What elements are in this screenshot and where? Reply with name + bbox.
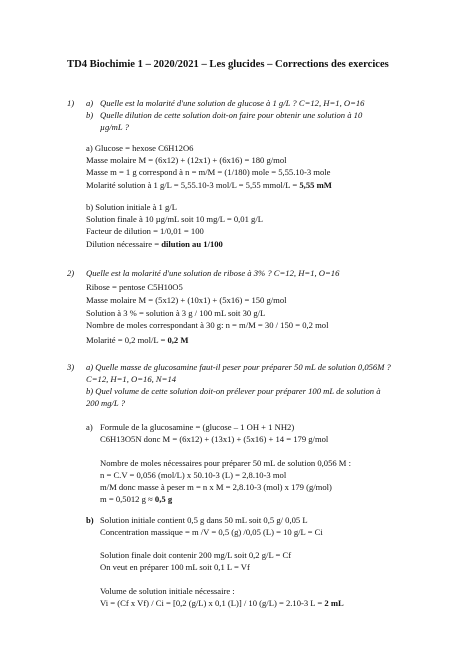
q3a-answer-line: Formule de la glucosamine = (glucose – 1 OH + 1 NH2) <box>100 422 295 432</box>
q3b-answer-line: On veut en préparer 100 mL soit 0,1 L = Vf <box>100 562 250 572</box>
q3b-answer-line: Volume de solution initiale nécessaire : <box>100 586 235 596</box>
q3a-answer-letter: a) <box>86 422 93 432</box>
q1a-answer-result: Molarité solution à 1 g/L = 5,55.10-3 mol/L = 5,55 mmol/L = 5,55 mM <box>86 180 332 190</box>
q3b-question-line1: b) Quel volume de cette solution doit-on prélever pour préparer 100 mL de solution à <box>86 386 381 396</box>
q2-number: 2) <box>67 268 75 278</box>
q3a-question-line1: a) Quelle masse de glucosamine faut-il peser pour préparer 50 mL de solution 0,056M ? <box>86 362 391 372</box>
q2-answer-line: Ribose = pentose C5H10O5 <box>86 282 183 292</box>
q3b-answer-line: Solution finale doit contenir 200 mg/L soit 0,2 g/L = Cf <box>100 550 292 560</box>
q1a-answer-line: Masse m = 1 g correspond à n = m/M = (1/180) mole = 5,55.10-3 mole <box>86 167 331 177</box>
q2-answer-line: Masse molaire M = (5x12) + (10x1) + (5x16) = 150 g/mol <box>86 295 287 305</box>
q1b-answer-line: Facteur de dilution = 1/0,01 = 100 <box>86 226 204 236</box>
q2-answer-result: Molarité = 0,2 mol/L = 0,2 M <box>86 335 189 345</box>
q3a-answer-line: m/M donc masse à peser m = n x M = 2,8.10-3 (mol) x 179 (g/mol) <box>100 482 332 492</box>
q1b-answer-result: Dilution nécessaire = dilution au 1/100 <box>86 239 223 249</box>
q1a-answer-line: Masse molaire M = (6x12) + (12x1) + (6x16) = 180 g/mol <box>86 155 287 165</box>
q1b-letter: b) <box>86 110 94 120</box>
q1b-answer-line: Solution finale à 10 µg/mL soit 10 mg/L = 0,01 g/L <box>86 214 263 224</box>
q1a-question: Quelle est la molarité d'une solution de glucose à 1 g/L ? C=12, H=1, O=16 <box>100 98 365 108</box>
q3b-answer-result: Vi = (Cf x Vf) / Ci = [0,2 (g/L) x 0,1 (L)] / 10 (g/L) = 2.10-3 L = 2 mL <box>100 598 344 608</box>
q3a-answer-result: m = 0,5012 g ≈ 0,5 g <box>100 494 173 504</box>
q1b-answer-line: b) Solution initiale à 1 g/L <box>86 202 177 212</box>
q1b-question-line2: µg/mL ? <box>100 122 129 132</box>
page-title: TD4 Biochimie 1 – 2020/2021 – Les glucides – Corrections des exercices <box>67 59 389 70</box>
q1b-question-line1: Quelle dilution de cette solution doit-on faire pour obtenir une solution à 10 <box>100 110 363 120</box>
q3b-answer-line: Concentration massique = m /V = 0,5 (g) /0,05 (L) = 10 g/L = Ci <box>100 527 323 537</box>
q3-number: 3) <box>67 362 75 372</box>
q3b-answer-line: Solution initiale contient 0,5 g dans 50 mL soit 0,5 g/ 0,05 L <box>100 515 308 525</box>
q2-answer-line: Nombre de moles correspondant à 30 g: n = m/M = 30 / 150 = 0,2 mol <box>86 320 329 330</box>
q2-question: Quelle est la molarité d'une solution de ribose à 3% ? C=12, H=1, O=16 <box>86 268 340 278</box>
q3a-answer-line: C6H13O5N donc M = (6x12) + (13x1) + (5x16) + 14 = 179 g/mol <box>100 434 329 444</box>
q3b-question-line2: 200 mg/L ? <box>86 398 125 408</box>
q1a-answer-line: a) Glucose = hexose C6H12O6 <box>86 143 194 153</box>
q3b-answer-letter: b) <box>86 515 94 525</box>
q3a-question-line2: C=12, H=1, O=16, N=14 <box>86 374 177 384</box>
q1a-letter: a) <box>86 98 94 108</box>
q1-number: 1) <box>67 98 75 108</box>
q3a-answer-line: n = C.V = 0,056 (mol/L) x 50.10-3 (L) = 2,8.10-3 mol <box>100 470 287 480</box>
q3a-answer-line: Nombre de moles nécessaires pour préparer 50 mL de solution 0,056 M : <box>100 458 351 468</box>
q2-answer-line: Solution à 3 % = solution à 3 g / 100 mL soit 30 g/L <box>86 308 266 318</box>
